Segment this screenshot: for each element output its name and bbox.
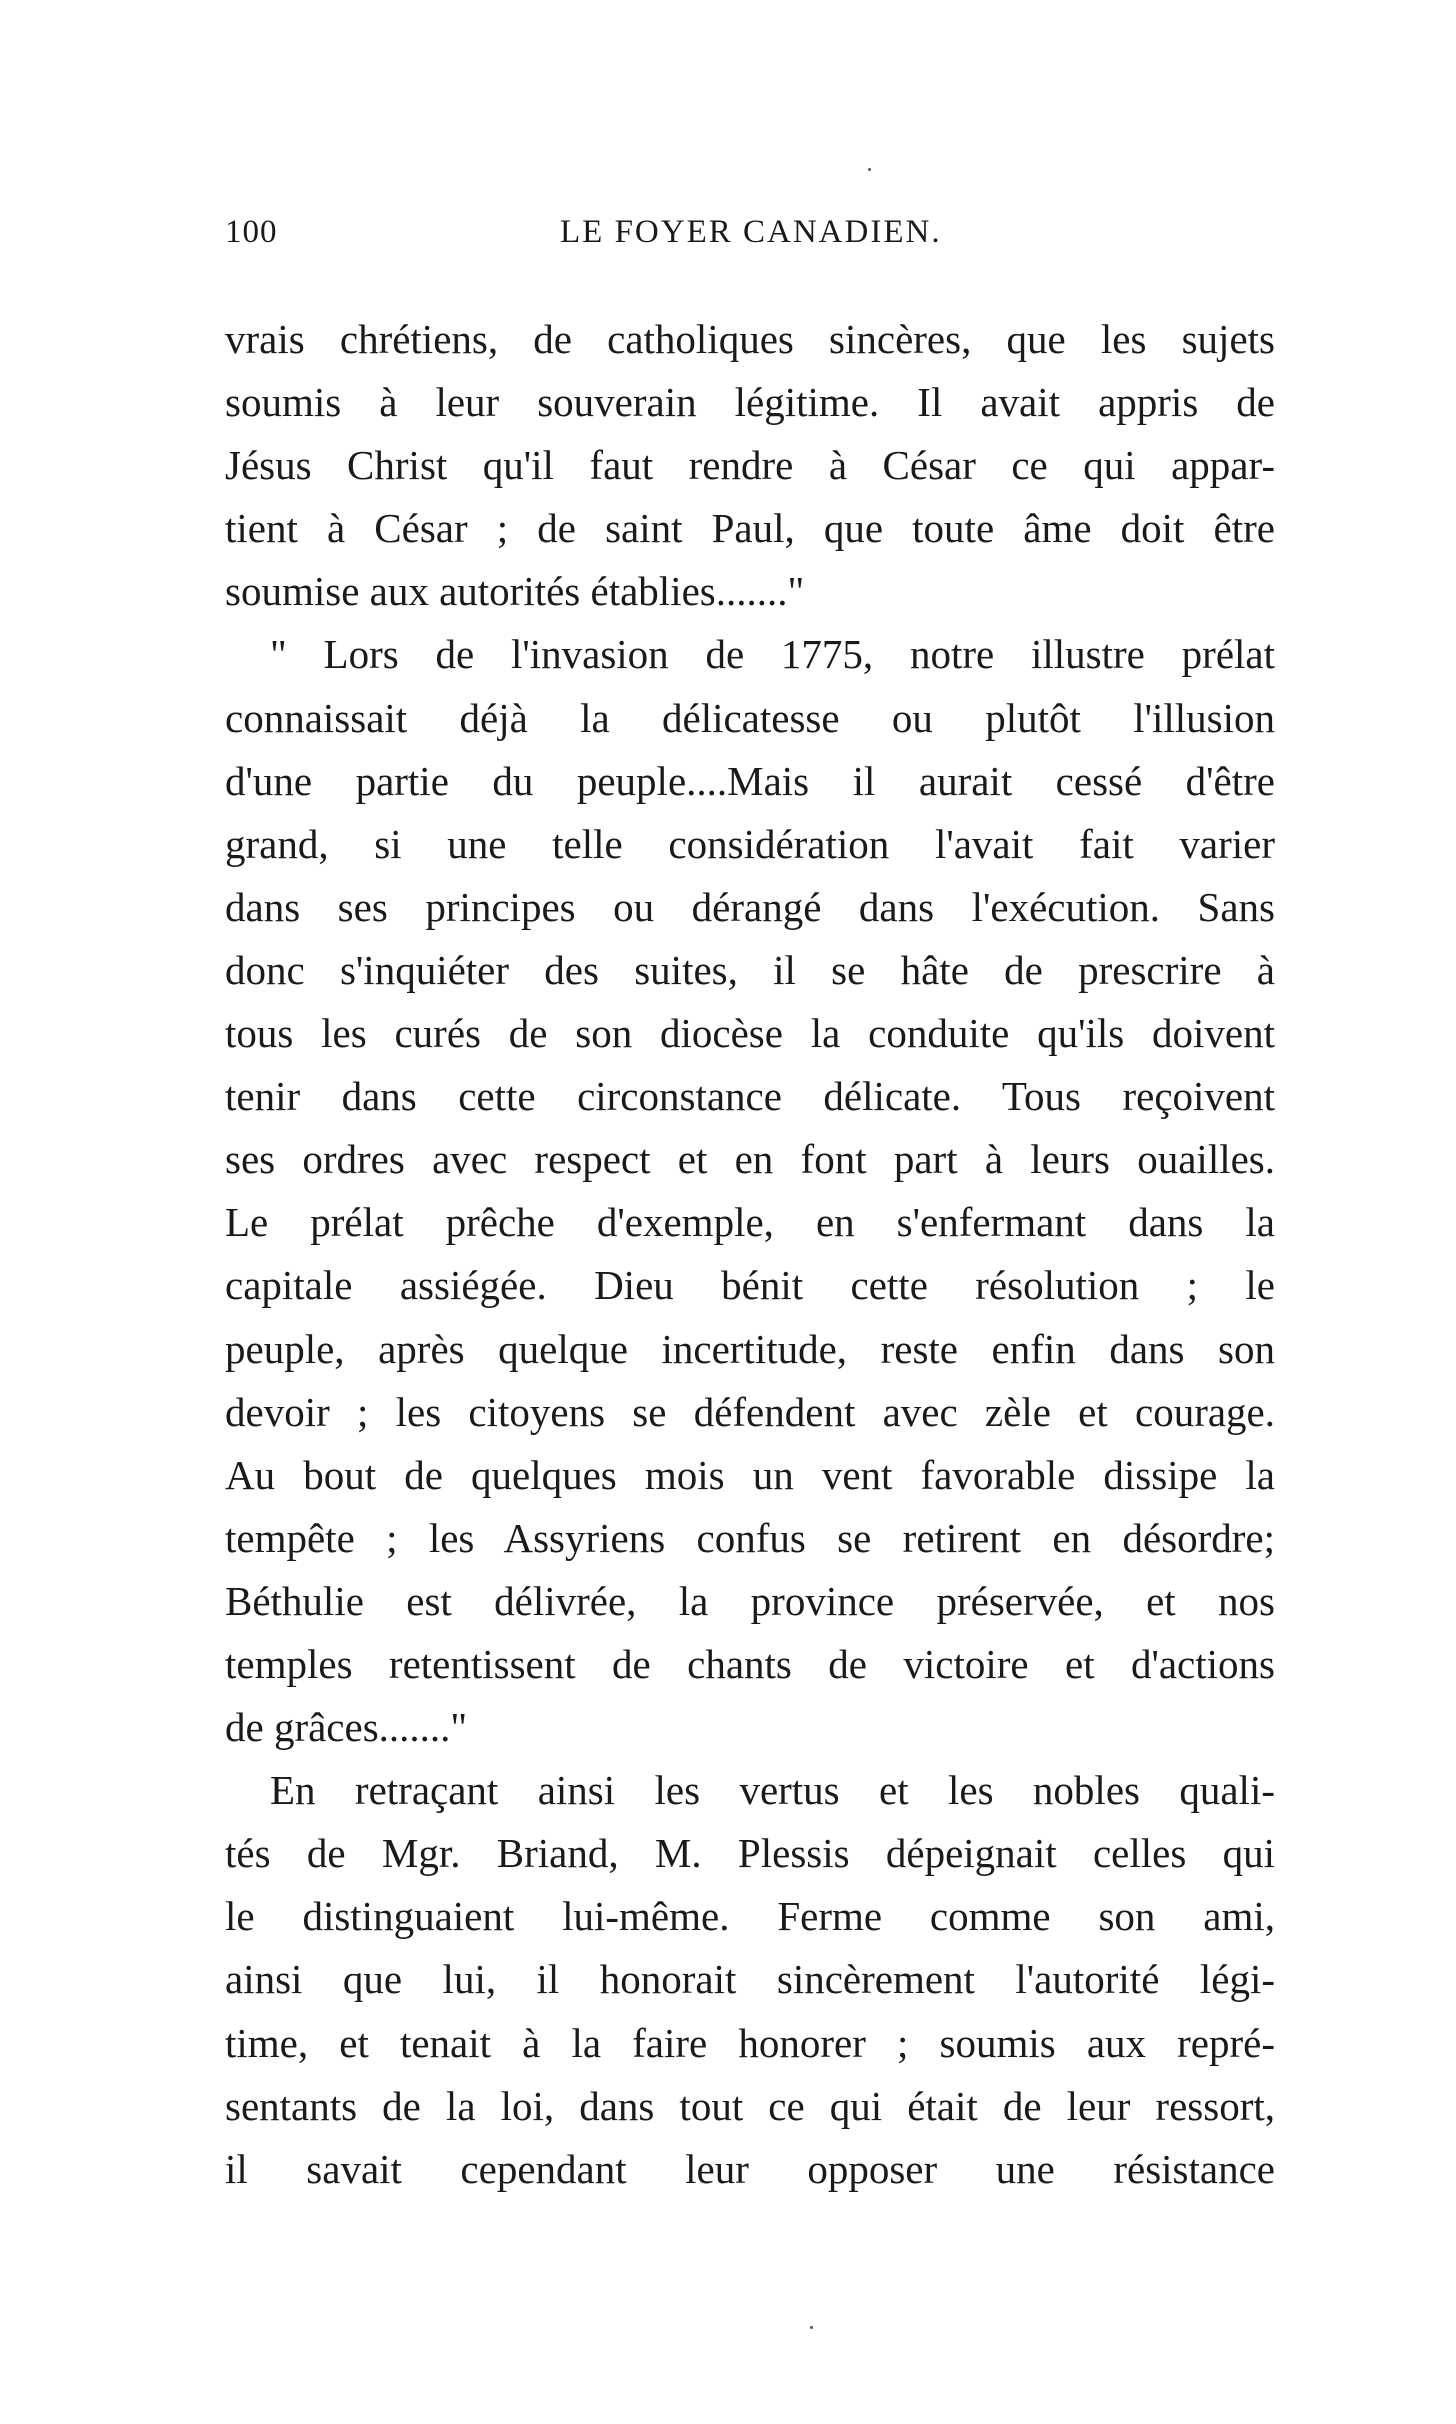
text-line: tés de Mgr. Briand, M. Plessis dépeignait celles qui — [225, 1830, 1275, 1877]
text-line: grand, si une telle considération l'avait fait varier — [225, 820, 1275, 867]
text-line: ainsi que lui, il honorait sincèrement l'autorité légi- — [225, 1956, 1275, 2003]
text-line: time, et tenait à la faire honorer ; soumis aux repré- — [225, 2019, 1275, 2066]
text-line: donc s'inquiéter des suites, il se hâte de prescrire à — [225, 946, 1275, 993]
text-line: Jésus Christ qu'il faut rendre à César ce qui appar- — [225, 442, 1275, 489]
text-line: devoir ; les citoyens se défendent avec zèle et courage. — [225, 1388, 1275, 1435]
running-title: LE FOYER CANADIEN. — [560, 214, 942, 250]
text-line: connaissait déjà la délicatesse ou plutôt l'illusion — [225, 694, 1275, 741]
text-line: Béthulie est délivrée, la province préservée, et nos — [225, 1577, 1275, 1624]
text-line: En retraçant ainsi les vertus et les nobles quali- — [270, 1767, 1275, 1814]
text-line: soumise aux autorités établies......." — [225, 568, 805, 615]
text-line: il savait cependant leur opposer une résistance — [225, 2145, 1275, 2192]
body-text — [225, 308, 1275, 2201]
print-speck — [810, 2326, 813, 2329]
text-line: d'une partie du peuple....Mais il aurait cessé d'être — [225, 757, 1275, 804]
text-line: Au bout de quelques mois un vent favorable dissipe la — [225, 1451, 1275, 1498]
text-line: tous les curés de son diocèse la conduite qu'ils doivent — [225, 1010, 1275, 1057]
print-speck — [868, 168, 871, 171]
text-line: dans ses principes ou dérangé dans l'exécution. Sans — [225, 883, 1275, 930]
text-line: temples retentissent de chants de victoire et d'actions — [225, 1640, 1275, 1687]
running-head — [225, 214, 985, 262]
text-line: capitale assiégée. Dieu bénit cette résolution ; le — [225, 1262, 1275, 1309]
text-line: tempête ; les Assyriens confus se retirent en désordre; — [225, 1514, 1275, 1561]
text-line: Le prélat prêche d'exemple, en s'enfermant dans la — [225, 1199, 1275, 1246]
text-line: soumis à leur souverain légitime. Il avait appris de — [225, 379, 1275, 426]
page-number: 100 — [225, 214, 278, 250]
text-line: vrais chrétiens, de catholiques sincères, que les sujets — [225, 316, 1275, 362]
text-line: le distinguaient lui-même. Ferme comme son ami, — [225, 1893, 1275, 1940]
text-line: tenir dans cette circonstance délicate. Tous reçoivent — [225, 1073, 1275, 1120]
text-line: ses ordres avec respect et en font part à leurs ouailles. — [225, 1136, 1275, 1183]
text-line: sentants de la loi, dans tout ce qui était de leur ressort, — [225, 2082, 1275, 2129]
text-line: peuple, après quelque incertitude, reste enfin dans son — [225, 1325, 1275, 1372]
text-line: " Lors de l'invasion de 1775, notre illustre prélat — [270, 631, 1275, 678]
text-line: tient à César ; de saint Paul, que toute âme doit être — [225, 505, 1275, 552]
text-line: de grâces......." — [225, 1704, 468, 1751]
